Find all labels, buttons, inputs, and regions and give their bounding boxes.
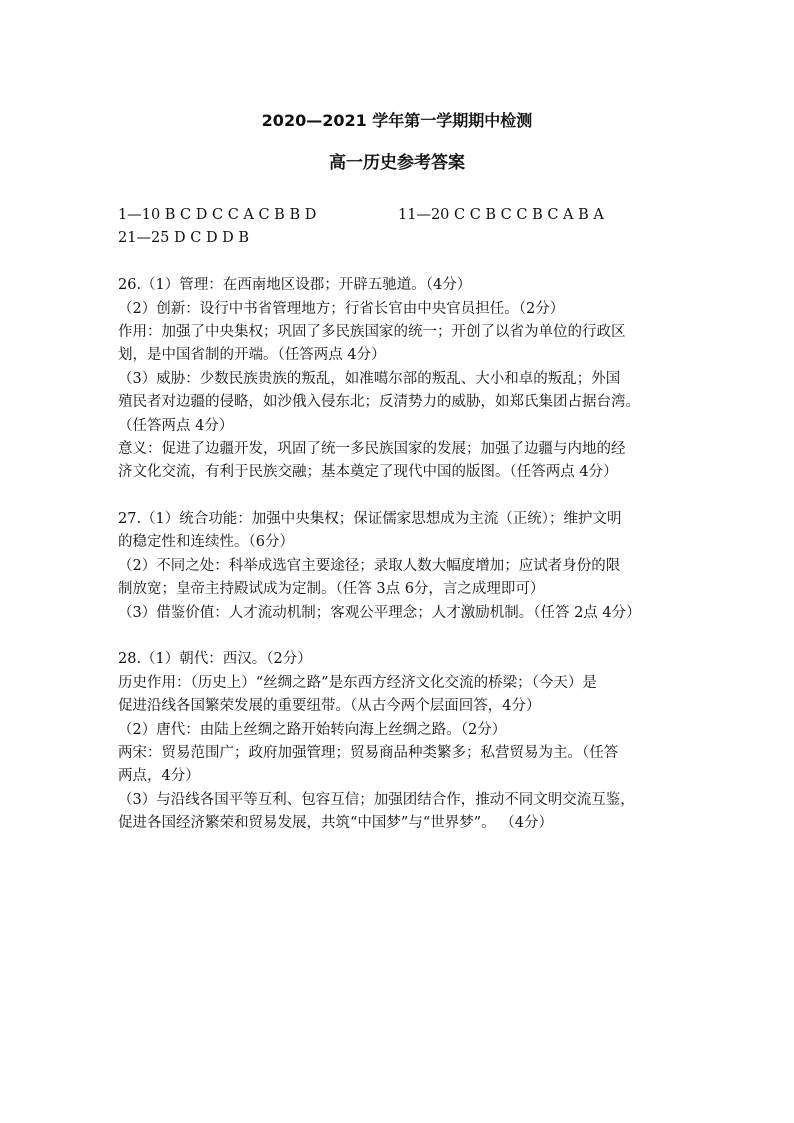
page-title: 2020—2021 学年第一学期期中检测 — [261, 111, 533, 130]
choice-answers-1-10: 1—10 B C D C C A C B B D — [118, 207, 317, 223]
q28-line: （2）唐代：由陆上丝绸之路开始转向海上丝绸之路。（2分） — [118, 721, 507, 738]
page-subtitle: 高一历史参考答案 — [329, 153, 465, 173]
q28-line: 两宋：贸易范围广；政府加强管理；贸易商品种类繁多；私营贸易为主。（任答 — [118, 744, 619, 761]
q26-line: （任答两点 4分） — [118, 417, 234, 434]
q26-line: 意义：促进了边疆开发，巩固了统一多民族国家的发展；加强了边疆与内地的经 — [118, 440, 626, 457]
question-27-section — [118, 508, 688, 625]
answer-content — [118, 204, 688, 836]
q26-line: 划，是中国省制的开端。（任答两点 4分） — [118, 347, 386, 364]
q26-line: 作用：加强了中央集权；巩固了多民族国家的统一；开创了以省为单位的行政区 — [118, 323, 626, 340]
choice-answers-21-25: 21—25 D C D D B — [118, 230, 250, 247]
section-spacer — [118, 625, 688, 648]
q28-line: 28.（1）朝代：西汉。（2分） — [118, 651, 312, 668]
q28-line: （3）与沿线各国平等互利、包容互信；加强团结合作，推动不同文明交流互鉴， — [118, 791, 635, 808]
section-spacer — [118, 251, 688, 274]
q28-line: 两点，4分） — [118, 768, 200, 785]
section-spacer — [118, 485, 688, 508]
question-26-section — [118, 274, 688, 485]
choice-answers-row-1 — [118, 204, 688, 227]
q27-line: （3）借鉴价值：人才流动机制；客观公平理念；人才激励机制。（任答 2点 4分） — [118, 604, 641, 621]
q27-line: （2）不同之处：科举成选官主要途径；录取人数大幅度增加；应试者身份的限 — [118, 557, 621, 574]
q27-line: 27.（1）统合功能：加强中央集权；保证儒家思想成为主流（正统）；维护文明 — [118, 511, 622, 528]
q27-line: 的稳定性和连续性。（6分） — [118, 534, 294, 551]
q26-line: （2）创新：设行中书省管理地方；行省长官由中央官员担任。（2分） — [118, 300, 565, 317]
q26-line: 济文化交流，有利于民族交融；基本奠定了现代中国的版图。（任答两点 4分） — [118, 464, 618, 481]
q26-line: （3）威胁：少数民族贵族的叛乱，如准噶尔部的叛乱、大小和卓的叛乱；外国 — [118, 370, 621, 387]
choice-answers-section — [118, 204, 688, 251]
choice-answers-11-20: 11—20 C C B C C B C A B A — [398, 207, 604, 223]
q27-line: 制放宽；皇帝主持殿试成为定制。（任答 3点 6分，言之成理即可） — [118, 581, 545, 598]
q28-line: 促进沿线各国繁荣发展的重要纽带。（从古今两个层面回答，4分） — [118, 698, 541, 715]
question-28-section — [118, 648, 688, 835]
q26-line: 26.（1）管理：在西南地区设郡；开辟五驰道。（4分） — [118, 277, 472, 294]
q28-line: 历史作用：（历史上）“丝绸之路”是东西方经济文化交流的桥梁；（今天）是 — [118, 674, 597, 691]
q26-line: 殖民者对边疆的侵略，如沙俄入侵东北；反清势力的威胁，如郑氏集团占据台湾。 — [118, 394, 640, 411]
q28-line: 促进各国经济繁荣和贸易发展，共筑“中国梦”与“世界梦”。 （4分） — [118, 815, 553, 832]
